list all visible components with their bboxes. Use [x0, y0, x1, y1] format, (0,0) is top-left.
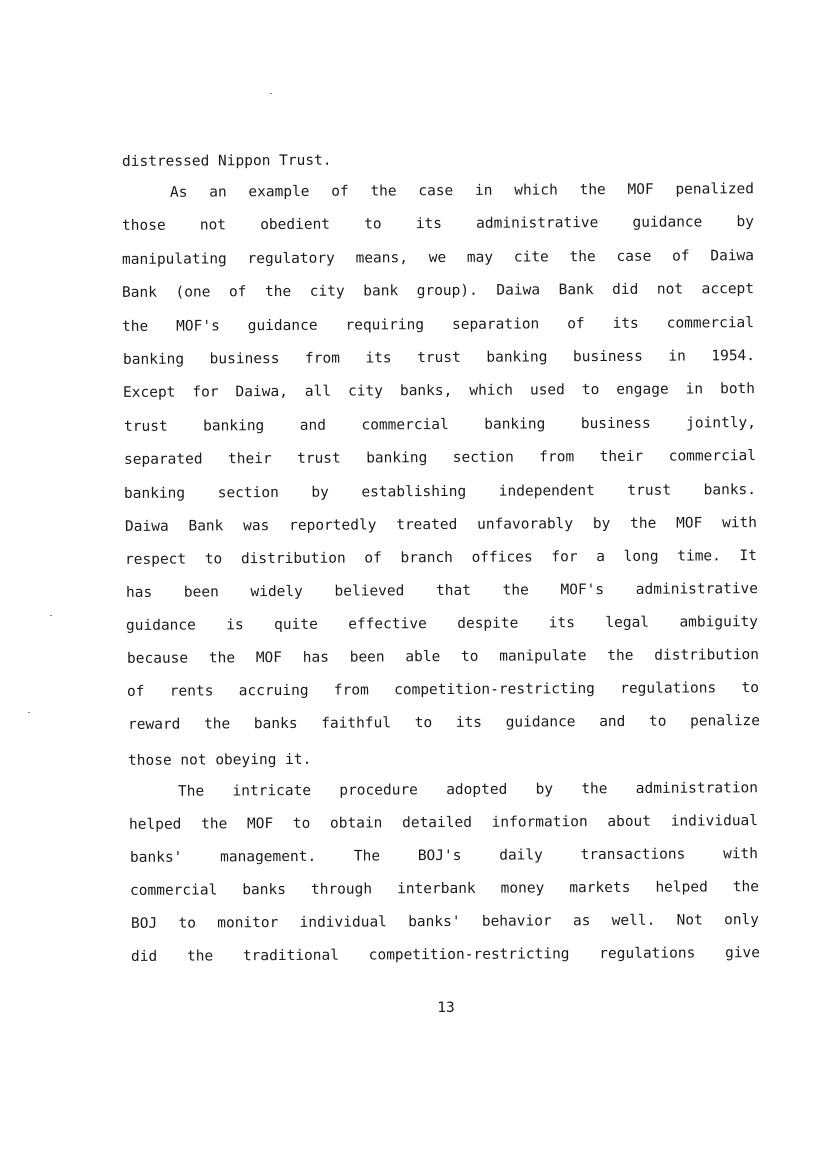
text-line: manipulating regulatory means, we may cite the case of Daiwa: [121, 248, 755, 268]
text-line: Except for Daiwa, all city banks, which used to engage in both: [122, 381, 756, 401]
text-line: those not obedient to its administrative guidance by: [121, 214, 755, 234]
text-line: of rents accruing from competition-restricting regulations to: [126, 680, 760, 700]
text-line: those not obeying it.: [127, 751, 312, 769]
text-line: banks' management. The BOJ's daily transactions with: [129, 846, 759, 866]
text-line: banking business from its trust banking business in 1954.: [122, 348, 756, 368]
text-line: reward the banks faithful to its guidance and to penalize: [127, 713, 761, 733]
text-line: Bank (one of the city bank group). Daiwa Bank did not accept: [121, 281, 755, 301]
text-line: because the MOF has been able to manipulate the distribution: [126, 647, 760, 667]
text-line: respect to distribution of branch offices for a long time. It: [124, 548, 758, 568]
text-line: helped the MOF to obtain detailed information about individual: [128, 813, 759, 833]
scan-speck: [28, 712, 30, 713]
text-line: distressed Nippon Trust.: [121, 152, 332, 170]
scan-speck: [270, 93, 272, 94]
page-number: 13: [437, 1000, 455, 1016]
text-line: Daiwa Bank was reportedly treated unfavorably by the MOF with: [124, 515, 758, 535]
text-line: BOJ to monitor individual banks' behavior as well. Not only: [130, 912, 760, 932]
text-line: did the traditional competition-restricting regulations give: [130, 945, 761, 965]
text-line: the MOF's guidance requiring separation of its commercial: [121, 315, 755, 335]
text-line: separated their trust banking section from their commercial: [123, 448, 757, 468]
text-line: The intricate procedure adopted by the administration: [177, 780, 759, 800]
text-line: guidance is quite effective despite its legal ambiguity: [125, 614, 759, 634]
text-line: banking section by establishing independent trust banks.: [123, 482, 757, 502]
text-line: trust banking and commercial banking business jointly,: [123, 415, 757, 435]
text-line: has been widely believed that the MOF's administrative: [125, 581, 759, 601]
text-line: commercial banks through interbank money markets helped the: [129, 879, 760, 899]
scan-speck: [50, 615, 52, 616]
text-line: As an example of the case in which the MOF penalized: [169, 181, 755, 201]
